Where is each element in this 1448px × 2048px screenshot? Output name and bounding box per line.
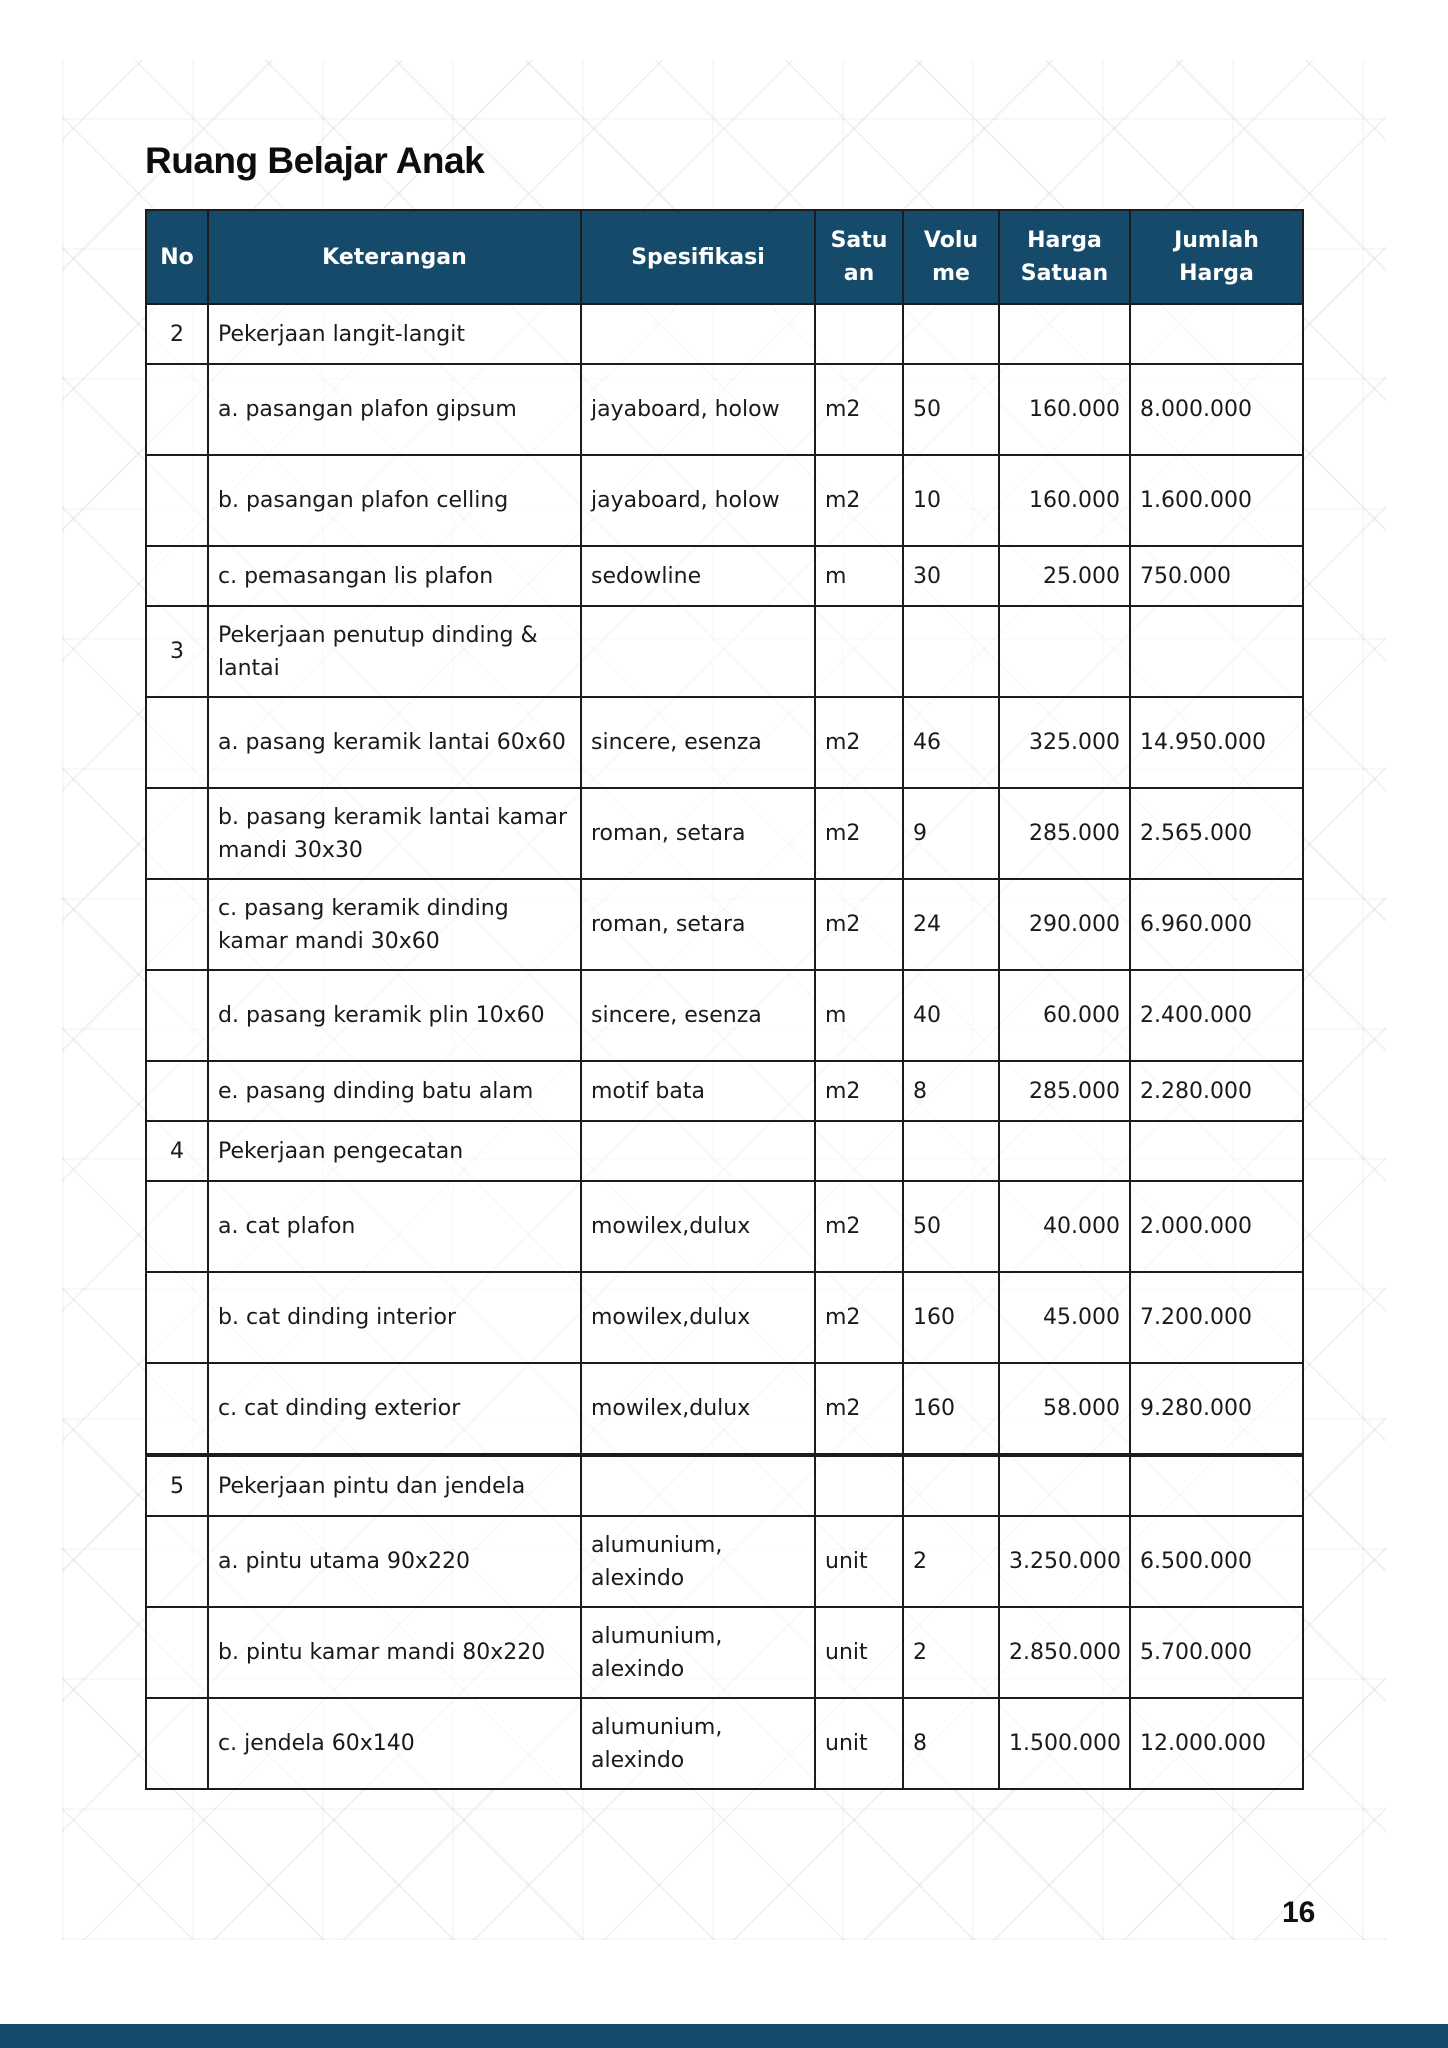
table-row <box>146 1181 1303 1272</box>
cell-jumlah-harga: 2.280.000 <box>1130 1061 1303 1121</box>
cell-jumlah-harga <box>1130 606 1303 697</box>
header-keterangan: Keterangan <box>208 210 581 304</box>
cell-satuan: m2 <box>815 364 903 455</box>
header-satuan-line2: an <box>843 261 875 286</box>
cell-harga-satuan: 325.000 <box>999 697 1130 788</box>
cell-spesifikasi: roman, setara <box>581 879 815 970</box>
cell-spesifikasi: mowilex,dulux <box>581 1181 815 1272</box>
table-row <box>146 1698 1303 1789</box>
cell-spesifikasi <box>581 304 815 364</box>
cell-volume: 9 <box>903 788 999 879</box>
cell-satuan <box>815 606 903 697</box>
cell-harga-satuan: 45.000 <box>999 1272 1130 1363</box>
cell-satuan: m2 <box>815 879 903 970</box>
cell-no <box>146 546 208 606</box>
cell-volume: 8 <box>903 1061 999 1121</box>
cell-jumlah-harga: 1.600.000 <box>1130 455 1303 546</box>
cell-satuan <box>815 304 903 364</box>
cell-spesifikasi: sedowline <box>581 546 815 606</box>
cell-volume: 24 <box>903 879 999 970</box>
header-harga-satuan <box>999 210 1130 304</box>
cell-volume: 8 <box>903 1698 999 1789</box>
table-header <box>146 210 1303 304</box>
cell-no: 4 <box>146 1121 208 1181</box>
cell-satuan: m2 <box>815 1272 903 1363</box>
cell-jumlah-harga: 2.400.000 <box>1130 970 1303 1061</box>
cell-harga-satuan: 40.000 <box>999 1181 1130 1272</box>
cell-no <box>146 364 208 455</box>
cell-volume <box>903 304 999 364</box>
cell-spesifikasi: alumunium, alexindo <box>581 1607 815 1698</box>
cell-volume: 160 <box>903 1272 999 1363</box>
header-volume-line2: me <box>932 261 970 286</box>
cost-table <box>145 209 1304 1790</box>
cell-keterangan: a. pintu utama 90x220 <box>208 1516 581 1607</box>
cell-satuan: m2 <box>815 455 903 546</box>
cell-harga-satuan: 160.000 <box>999 364 1130 455</box>
table-row <box>146 1272 1303 1363</box>
cell-jumlah-harga: 750.000 <box>1130 546 1303 606</box>
cell-volume: 46 <box>903 697 999 788</box>
table-row <box>146 970 1303 1061</box>
cell-no <box>146 788 208 879</box>
cell-no <box>146 1607 208 1698</box>
footer-bar <box>0 2024 1448 2048</box>
cell-keterangan: d. pasang keramik plin 10x60 <box>208 970 581 1061</box>
cell-volume <box>903 1121 999 1181</box>
cell-spesifikasi: jayaboard, holow <box>581 364 815 455</box>
cell-no <box>146 455 208 546</box>
cell-keterangan: c. pemasangan lis plafon <box>208 546 581 606</box>
cell-volume: 2 <box>903 1607 999 1698</box>
page-title: Ruang Belajar Anak <box>145 140 485 181</box>
cell-no <box>146 1363 208 1455</box>
cell-satuan: m <box>815 546 903 606</box>
cell-spesifikasi: jayaboard, holow <box>581 455 815 546</box>
cell-volume: 30 <box>903 546 999 606</box>
cell-satuan: unit <box>815 1607 903 1698</box>
cell-keterangan: c. cat dinding exterior <box>208 1363 581 1455</box>
cell-spesifikasi <box>581 1121 815 1181</box>
cell-volume: 160 <box>903 1363 999 1455</box>
cell-keterangan: Pekerjaan pengecatan <box>208 1121 581 1181</box>
cell-volume: 50 <box>903 364 999 455</box>
cell-spesifikasi <box>581 606 815 697</box>
header-satuan-line1: Satu <box>830 228 888 253</box>
cell-keterangan: b. pintu kamar mandi 80x220 <box>208 1607 581 1698</box>
cell-harga-satuan: 285.000 <box>999 1061 1130 1121</box>
cell-jumlah-harga: 2.565.000 <box>1130 788 1303 879</box>
cell-satuan <box>815 1121 903 1181</box>
cell-no: 2 <box>146 304 208 364</box>
header-no: No <box>146 210 208 304</box>
header-satuan <box>815 210 903 304</box>
header-jumlah-line1: Jumlah <box>1174 228 1259 253</box>
cell-spesifikasi <box>581 1455 815 1516</box>
cell-satuan: m <box>815 970 903 1061</box>
cell-jumlah-harga: 9.280.000 <box>1130 1363 1303 1455</box>
cell-satuan: unit <box>815 1698 903 1789</box>
table-row <box>146 697 1303 788</box>
header-jumlah-harga <box>1130 210 1303 304</box>
cell-keterangan: c. pasang keramik dinding kamar mandi 30x60 <box>208 879 581 970</box>
cell-spesifikasi: alumunium, alexindo <box>581 1516 815 1607</box>
cell-jumlah-harga <box>1130 304 1303 364</box>
cell-keterangan: Pekerjaan langit-langit <box>208 304 581 364</box>
cell-no <box>146 697 208 788</box>
cell-harga-satuan: 58.000 <box>999 1363 1130 1455</box>
cell-jumlah-harga: 12.000.000 <box>1130 1698 1303 1789</box>
cell-jumlah-harga <box>1130 1121 1303 1181</box>
cell-volume: 50 <box>903 1181 999 1272</box>
cell-keterangan: Pekerjaan pintu dan jendela <box>208 1455 581 1516</box>
cell-volume: 10 <box>903 455 999 546</box>
cell-jumlah-harga: 7.200.000 <box>1130 1272 1303 1363</box>
cell-jumlah-harga: 2.000.000 <box>1130 1181 1303 1272</box>
cell-harga-satuan <box>999 304 1130 364</box>
cell-keterangan: a. pasangan plafon gipsum <box>208 364 581 455</box>
cell-no <box>146 1516 208 1607</box>
table-row <box>146 455 1303 546</box>
cell-satuan: m2 <box>815 788 903 879</box>
header-volume <box>903 210 999 304</box>
cell-harga-satuan <box>999 1455 1130 1516</box>
cell-no <box>146 879 208 970</box>
cell-keterangan: b. pasang keramik lantai kamar mandi 30x30 <box>208 788 581 879</box>
cell-volume <box>903 606 999 697</box>
cell-harga-satuan: 1.500.000 <box>999 1698 1130 1789</box>
cell-satuan: unit <box>815 1516 903 1607</box>
cell-spesifikasi: mowilex,dulux <box>581 1272 815 1363</box>
cell-keterangan: b. pasangan plafon celling <box>208 455 581 546</box>
cell-spesifikasi: roman, setara <box>581 788 815 879</box>
header-harga-line1: Harga <box>1027 228 1102 253</box>
table-row <box>146 1061 1303 1121</box>
cell-harga-satuan: 285.000 <box>999 788 1130 879</box>
cell-spesifikasi: mowilex,dulux <box>581 1363 815 1455</box>
cell-jumlah-harga: 14.950.000 <box>1130 697 1303 788</box>
cell-satuan <box>815 1455 903 1516</box>
cell-harga-satuan <box>999 606 1130 697</box>
cell-satuan: m2 <box>815 1181 903 1272</box>
cell-jumlah-harga: 6.500.000 <box>1130 1516 1303 1607</box>
cell-harga-satuan: 2.850.000 <box>999 1607 1130 1698</box>
table-row <box>146 1607 1303 1698</box>
cell-jumlah-harga: 5.700.000 <box>1130 1607 1303 1698</box>
cell-keterangan: e. pasang dinding batu alam <box>208 1061 581 1121</box>
cell-no: 5 <box>146 1455 208 1516</box>
cell-harga-satuan: 60.000 <box>999 970 1130 1061</box>
cell-volume <box>903 1455 999 1516</box>
cell-keterangan: c. jendela 60x140 <box>208 1698 581 1789</box>
table-row <box>146 1455 1303 1516</box>
header-volume-line1: Volu <box>923 228 979 253</box>
cell-keterangan: a. cat plafon <box>208 1181 581 1272</box>
cell-volume: 40 <box>903 970 999 1061</box>
table-row <box>146 1516 1303 1607</box>
cell-no <box>146 970 208 1061</box>
cell-spesifikasi: motif bata <box>581 1061 815 1121</box>
cell-satuan: m2 <box>815 1363 903 1455</box>
table-row <box>146 788 1303 879</box>
cell-spesifikasi: sincere, esenza <box>581 970 815 1061</box>
header-row <box>146 210 1303 304</box>
cell-no: 3 <box>146 606 208 697</box>
table-row <box>146 304 1303 364</box>
header-harga-line2: Satuan <box>1020 261 1109 286</box>
cell-satuan: m2 <box>815 697 903 788</box>
cell-harga-satuan: 3.250.000 <box>999 1516 1130 1607</box>
header-jumlah-line2: Harga <box>1179 261 1254 286</box>
table-row <box>146 546 1303 606</box>
cell-harga-satuan: 25.000 <box>999 546 1130 606</box>
cell-spesifikasi: sincere, esenza <box>581 697 815 788</box>
cell-harga-satuan <box>999 1121 1130 1181</box>
table-row <box>146 1121 1303 1181</box>
header-spesifikasi: Spesifikasi <box>581 210 815 304</box>
cell-spesifikasi: alumunium, alexindo <box>581 1698 815 1789</box>
table-row <box>146 606 1303 697</box>
cell-harga-satuan: 290.000 <box>999 879 1130 970</box>
table-row <box>146 879 1303 970</box>
cell-keterangan: a. pasang keramik lantai 60x60 <box>208 697 581 788</box>
cell-keterangan: b. cat dinding interior <box>208 1272 581 1363</box>
cell-no <box>146 1181 208 1272</box>
cell-satuan: m2 <box>815 1061 903 1121</box>
cell-no <box>146 1698 208 1789</box>
cell-no <box>146 1272 208 1363</box>
page-number: 16 <box>1282 1896 1316 1929</box>
table-row <box>146 1363 1303 1455</box>
table-body <box>146 304 1303 1789</box>
cell-jumlah-harga: 8.000.000 <box>1130 364 1303 455</box>
cell-no <box>146 1061 208 1121</box>
cell-harga-satuan: 160.000 <box>999 455 1130 546</box>
table-row <box>146 364 1303 455</box>
cell-volume: 2 <box>903 1516 999 1607</box>
cell-keterangan: Pekerjaan penutup dinding & lantai <box>208 606 581 697</box>
cell-jumlah-harga <box>1130 1455 1303 1516</box>
cell-jumlah-harga: 6.960.000 <box>1130 879 1303 970</box>
